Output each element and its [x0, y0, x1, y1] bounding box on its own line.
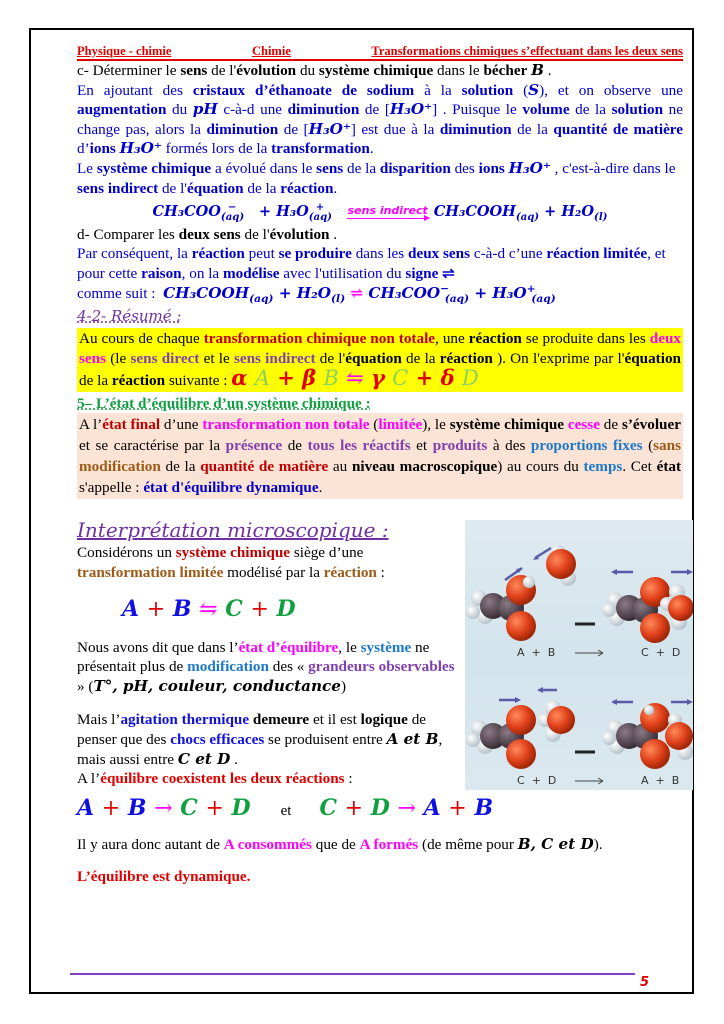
- resume-box: Au cours de chaque transformation chimique non totale, une réaction se produite dans les deux sens (le sens direct et le sens indirect de l'équation de la réaction ). On l'exprime par l'équation de la réaction suivante : α A + β B ⇋ γ C + δ D: [79, 330, 681, 391]
- equation-a-b-c-d: A + B ⇋ C + D: [122, 596, 296, 623]
- molecule-acid-top-left: [466, 575, 536, 641]
- molecule-acid-bottom-right: [602, 703, 670, 769]
- header-chapter: Transformations chimiques s’effectuant dans les deux sens: [371, 44, 683, 58]
- figure-label-products-bottom: A + B: [641, 774, 680, 787]
- answer-d: Par conséquent, la réaction peut se produire dans les deux sens c-à-d c’une réaction limitée, et pour cette raison, on la modélise avec l'utilisation du signe ⇌ comme suit : $CH_3COOH_{(aq)} + H_2O_{(l)}$ ⇌ $CH_3COO^-_{(aq)} + H_3O^+_{(aq)}$: [77, 245, 666, 305]
- page-header: [77, 44, 683, 61]
- equation-backward: C + D → A + B: [319, 794, 494, 821]
- question-c: c- Déterminer le sens de l'évolution du système chimique dans le bécher B .: [77, 61, 552, 79]
- equation-forward: A + B → C + D: [77, 794, 251, 821]
- answer-c-paragraph-1: En ajoutant des cristaux d’éthanoate de sodium à la solution (S), et on observe une augmentation du pH c-à-d une diminution de [H₃O⁺] . Puisque le volume de la solution ne change pas, alors la diminution de [H₃O⁺] est due à la diminution de la quantité de matière d’ions H₃O⁺ formés lors de la transformation.: [77, 80, 684, 158]
- equations-forward-backward: [77, 794, 683, 822]
- equation-equilibrium-acetic: $CH_3COOH_{(aq)} + H_2O_{(l)}$ ⇌ $CH_3COO^-_{(aq)} + H_3O^+_{(aq)}$: [163, 281, 556, 305]
- molecule-water-top-left: [546, 545, 576, 586]
- header-subject: Physique - chimie: [77, 44, 172, 58]
- molecule-ion-top-right: [602, 577, 670, 643]
- interpretation-paragraph-3: A l’équilibre coexistent les deux réactions :: [77, 770, 353, 788]
- page-number: 5: [640, 975, 650, 990]
- section-title-resume: 4-2- Résumé :: [77, 307, 182, 326]
- interpretation-paragraph-2: Mais l’agitation thermique demeure et il est logique de penser que des chocs efficaces se produisent entre A et B, mais aussi entre C et D .: [77, 711, 443, 768]
- footer-divider: [70, 973, 635, 975]
- interpretation-paragraph-1: Nous avons dit que dans l’état d’équilibre, le système ne présentait plus de modification des « grandeurs observables » (T°, pH, couleur, conductance): [77, 638, 455, 695]
- interpretation-paragraph-4: Il y aura donc autant de A consommés que de A formés (de même pour B, C et D).: [77, 835, 603, 854]
- equation-sens-indirect: $CH_3COO_{(aq)}^- + H_3O_{(aq)}^+$ sens indirect $CH_3COOH_{(aq)} + H_2O_{(l)}$: [152, 201, 608, 224]
- molecular-collision-figure: [465, 520, 693, 790]
- equilibre-box: A l’état final d’une transformation non totale (limitée), le système chimique cesse de s’évoluer et se caractérise par la présence de tous les réactifs et produits à des proportions fixes (sans modification de la quantité de matière au niveau macroscopique) au cours du temps. Cet état s'appelle : état d'équilibre dynamique.: [77, 413, 683, 499]
- figure-label-reactants-bottom: C + D: [517, 774, 557, 787]
- right-arrow-icon: [347, 218, 429, 219]
- molecule-ion-bottom-left: [466, 705, 536, 769]
- arrow-label: sens indirect: [347, 204, 428, 218]
- interpretation-intro: Considérons un système chimique siège d’une transformation limitée modélisé par la réaction :: [77, 543, 385, 581]
- section-title-equilibre: 5– L’état d’équilibre d’un système chimique :: [77, 394, 371, 412]
- reaction-arrow-sens-indirect: [347, 205, 429, 219]
- figure-label-products-top: C + D: [641, 646, 681, 659]
- figure-label-reactants-top: A + B: [517, 646, 556, 659]
- general-equilibrium-equation: α A + β B ⇋ γ C + δ D: [231, 365, 479, 391]
- molecule-hydronium-bottom-left: [538, 700, 575, 742]
- equilibrium-arrow-icon: ⇌: [350, 283, 364, 302]
- question-d: d- Comparer les deux sens de l'évolution .: [77, 225, 338, 243]
- section-title-interpretation: Interprétation microscopique :: [77, 517, 389, 542]
- answer-c-paragraph-2: Le système chimique a évolué dans le sens de la disparition des ions H₃O⁺ , c'est-à-dire dans le sens indirect de l'équation de la réaction.: [77, 158, 676, 197]
- header-topic: Chimie: [251, 44, 291, 58]
- conjunction-et: et: [280, 802, 292, 819]
- conclusion: L’équilibre est dynamique.: [77, 868, 251, 886]
- interpretation-text: [77, 543, 462, 789]
